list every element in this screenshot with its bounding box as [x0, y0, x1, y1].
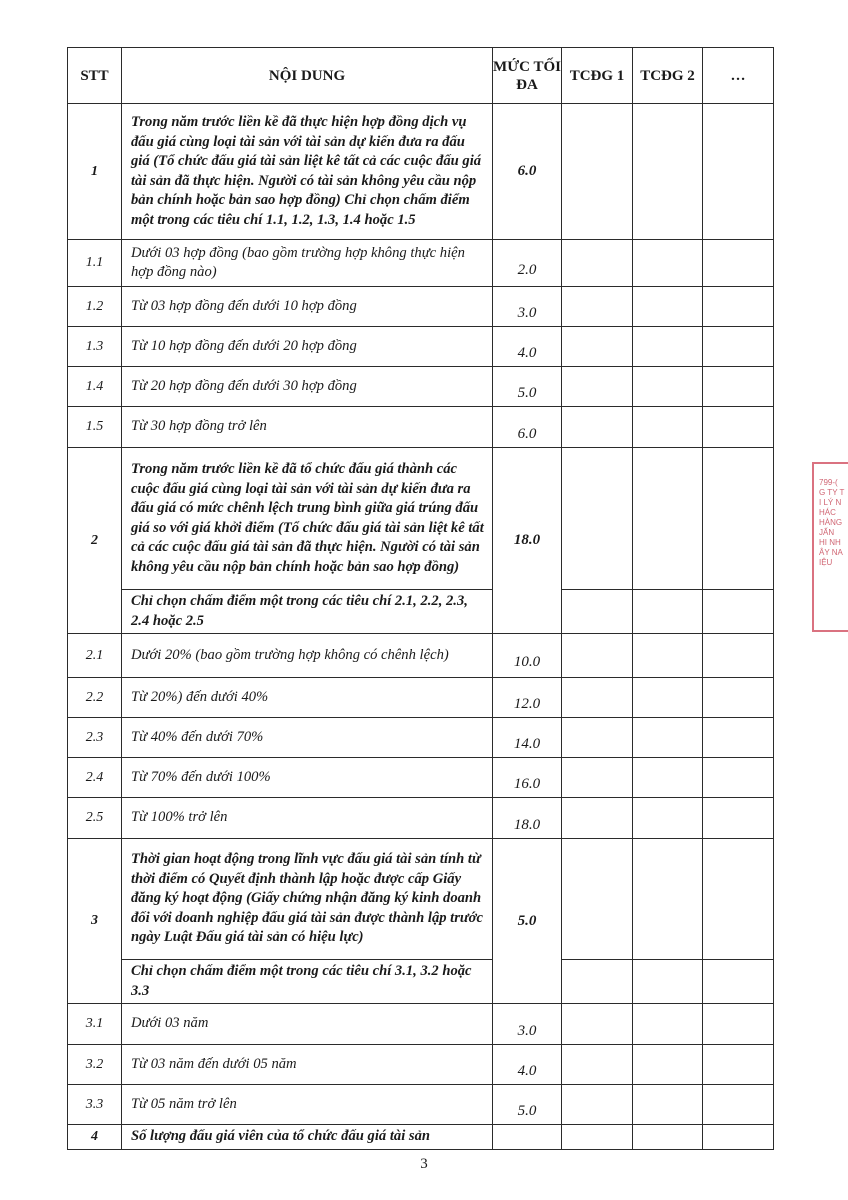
table-row [68, 1004, 774, 1045]
score-cell [703, 839, 774, 960]
table-row [68, 634, 774, 678]
row-stt: 1.4 [68, 367, 122, 407]
score-cell [703, 1125, 774, 1150]
score-cell [562, 960, 633, 1004]
row-max: 5.0 [493, 839, 562, 1004]
row-max: 10.0 [493, 634, 562, 678]
row-max: 4.0 [493, 327, 562, 367]
score-cell [703, 367, 774, 407]
row-content: Từ 70% đến dưới 100% [122, 758, 493, 798]
table-row [68, 1085, 774, 1125]
table-row [68, 327, 774, 367]
row-max: 5.0 [493, 1085, 562, 1125]
row-content: Từ 05 năm trở lên [122, 1085, 493, 1125]
score-cell [703, 634, 774, 678]
row-stt: 1 [68, 104, 122, 240]
stamp-line: ÂY NA [819, 548, 843, 557]
score-cell [562, 448, 633, 590]
score-cell [562, 287, 633, 327]
table-row [68, 590, 774, 634]
score-cell [703, 798, 774, 839]
table-row [68, 448, 774, 590]
score-cell [703, 1085, 774, 1125]
score-cell [562, 1045, 633, 1085]
row-stt: 3 [68, 839, 122, 1004]
score-cell [633, 634, 703, 678]
score-cell [562, 1125, 633, 1150]
score-cell [633, 1045, 703, 1085]
score-cell [633, 678, 703, 718]
score-cell [562, 407, 633, 448]
table-row [68, 718, 774, 758]
row-stt: 2.2 [68, 678, 122, 718]
row-stt: 2.4 [68, 758, 122, 798]
score-cell [703, 718, 774, 758]
score-cell [562, 839, 633, 960]
row-note: Chỉ chọn chấm điểm một trong các tiêu chí 2.1, 2.2, 2.3, 2.4 hoặc 2.5 [122, 590, 493, 634]
score-cell [562, 798, 633, 839]
table-row [68, 798, 774, 839]
table-row [68, 1045, 774, 1085]
row-max: 18.0 [493, 448, 562, 634]
table-row [68, 960, 774, 1004]
row-content: Trong năm trước liền kề đã thực hiện hợp đồng dịch vụ đấu giá cùng loại tài sản với tài sản dự kiến đưa ra đấu giá (Tổ chức đấu giá tài sản liệt kê tất cả các cuộc đấu giá tài sản đã thực hiện. Người có tài sản không yêu cầu nộp bản chính hoặc bản sao hợp đồng) Chỉ chọn chấm điểm một trong các tiêu chí 1.1, 1.2, 1.3, 1.4 hoặc 1.5 [122, 104, 493, 240]
row-stt: 1.5 [68, 407, 122, 448]
row-content: Dưới 03 hợp đồng (bao gồm trường hợp không thực hiện hợp đồng nào) [122, 240, 493, 287]
row-max: 16.0 [493, 758, 562, 798]
row-content: Từ 20 hợp đồng đến dưới 30 hợp đồng [122, 367, 493, 407]
row-stt: 4 [68, 1125, 122, 1150]
row-stt: 1.2 [68, 287, 122, 327]
row-max: 2.0 [493, 240, 562, 287]
table-row [68, 839, 774, 960]
score-cell [562, 1085, 633, 1125]
row-max: 18.0 [493, 798, 562, 839]
score-cell [562, 678, 633, 718]
table-row [68, 407, 774, 448]
row-content: Trong năm trước liền kề đã tổ chức đấu giá thành các cuộc đấu giá cùng loại tài sản với tài sản dự kiến đưa ra đấu giá có mức chênh lệch trung bình giữa giá trúng đấu giá so với giá khởi điểm (Tổ chức đấu giá tài sản liệt kê tất cả các cuộc đấu giá tài sản đã thực hiện. Người có tài sản không yêu cầu nộp bản chính hoặc bản sao hợp đồng) [122, 448, 493, 590]
row-content: Từ 03 năm đến dưới 05 năm [122, 1045, 493, 1085]
row-max: 3.0 [493, 1004, 562, 1045]
row-content: Dưới 20% (bao gồm trường hợp không có chênh lệch) [122, 634, 493, 678]
row-stt: 1.3 [68, 327, 122, 367]
row-content: Từ 40% đến dưới 70% [122, 718, 493, 758]
score-cell [562, 718, 633, 758]
row-max: 14.0 [493, 718, 562, 758]
row-stt: 1.1 [68, 240, 122, 287]
score-cell [633, 960, 703, 1004]
red-seal-stamp [812, 462, 848, 632]
score-cell [562, 590, 633, 634]
score-cell [633, 240, 703, 287]
score-cell [703, 1045, 774, 1085]
row-stt: 3.1 [68, 1004, 122, 1045]
stamp-line: HI NH [819, 538, 841, 547]
table-row [68, 240, 774, 287]
score-cell [562, 1004, 633, 1045]
header-row [68, 48, 774, 104]
row-content: Số lượng đấu giá viên của tổ chức đấu giá tài sản [122, 1125, 493, 1150]
row-content: Từ 30 hợp đồng trở lên [122, 407, 493, 448]
score-cell [562, 104, 633, 240]
row-stt: 3.3 [68, 1085, 122, 1125]
row-stt: 2.1 [68, 634, 122, 678]
score-cell [633, 590, 703, 634]
score-cell [703, 240, 774, 287]
stamp-line: I LÝ N [819, 498, 842, 507]
table-row [68, 1125, 774, 1150]
score-cell [633, 448, 703, 590]
table-row [68, 758, 774, 798]
header-tcdg1: TCĐG 1 [562, 48, 633, 104]
header-more: … [703, 48, 774, 104]
score-cell [562, 240, 633, 287]
score-cell [703, 678, 774, 718]
row-max: 6.0 [493, 407, 562, 448]
score-cell [633, 798, 703, 839]
score-cell [633, 327, 703, 367]
table-row [68, 678, 774, 718]
row-stt: 2 [68, 448, 122, 634]
score-cell [633, 1125, 703, 1150]
stamp-line: G TY T [819, 488, 845, 497]
score-cell [633, 839, 703, 960]
row-max: 6.0 [493, 104, 562, 240]
score-cell [562, 758, 633, 798]
row-max: 5.0 [493, 367, 562, 407]
scoring-table [67, 47, 774, 1150]
score-cell [562, 327, 633, 367]
table-row [68, 287, 774, 327]
row-content: Từ 100% trở lên [122, 798, 493, 839]
header-stt: STT [68, 48, 122, 104]
score-cell [562, 367, 633, 407]
score-cell [703, 407, 774, 448]
row-max: 12.0 [493, 678, 562, 718]
score-cell [703, 287, 774, 327]
header-max: MỨC TỐI ĐA [493, 48, 562, 104]
score-cell [633, 287, 703, 327]
page-number: 3 [420, 1156, 428, 1172]
row-content: Thời gian hoạt động trong lĩnh vực đấu giá tài sản tính từ thời điểm có Quyết định thành lập hoặc được cấp Giấy đăng ký hoạt động (Giấy chứng nhận đăng ký kinh doanh đối với doanh nghiệp đấu giá tài sản được thành lập trước ngày Luật Đấu giá tài sản có hiệu lực) [122, 839, 493, 960]
score-cell [633, 758, 703, 798]
score-cell [703, 327, 774, 367]
header-content: NỘI DUNG [122, 48, 493, 104]
score-cell [562, 634, 633, 678]
row-max: 3.0 [493, 287, 562, 327]
score-cell [703, 1004, 774, 1045]
score-cell [633, 104, 703, 240]
score-cell [633, 367, 703, 407]
row-max [493, 1125, 562, 1150]
row-content: Từ 10 hợp đồng đến dưới 20 hợp đồng [122, 327, 493, 367]
row-stt: 2.5 [68, 798, 122, 839]
score-cell [633, 407, 703, 448]
row-max: 4.0 [493, 1045, 562, 1085]
header-tcdg2: TCĐG 2 [633, 48, 703, 104]
score-cell [703, 590, 774, 634]
table-row [68, 367, 774, 407]
score-cell [633, 718, 703, 758]
row-content: Từ 03 hợp đồng đến dưới 10 hợp đồng [122, 287, 493, 327]
score-cell [633, 1004, 703, 1045]
score-cell [703, 960, 774, 1004]
score-cell [703, 758, 774, 798]
score-cell [703, 448, 774, 590]
row-content: Từ 20%) đến dưới 40% [122, 678, 493, 718]
table-row [68, 104, 774, 240]
score-cell [703, 104, 774, 240]
row-stt: 3.2 [68, 1045, 122, 1085]
stamp-line: HÀNG [819, 518, 843, 527]
score-cell [633, 1085, 703, 1125]
stamp-line: IỆU [819, 558, 833, 567]
row-note: Chỉ chọn chấm điểm một trong các tiêu chí 3.1, 3.2 hoặc 3.3 [122, 960, 493, 1004]
stamp-line: HÁC [819, 508, 836, 517]
row-content: Dưới 03 năm [122, 1004, 493, 1045]
stamp-line: 799-( [819, 478, 838, 487]
stamp-line: JẤN [819, 528, 835, 537]
row-stt: 2.3 [68, 718, 122, 758]
